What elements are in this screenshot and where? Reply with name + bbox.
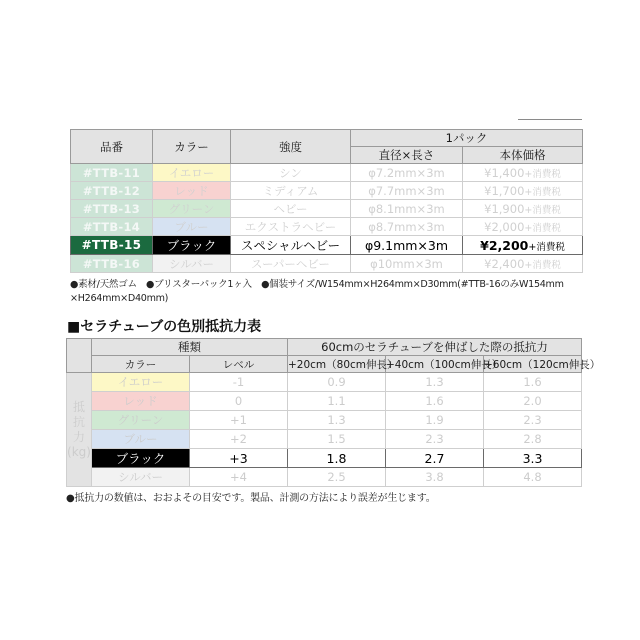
product-row [71, 164, 583, 182]
product-code: #TTB-11 [71, 164, 153, 182]
resistance-value-20cm: 2.5 [288, 468, 386, 487]
col-header-code: 品番 [71, 130, 153, 164]
top-rule [518, 119, 582, 120]
resistance-color: イエロー [92, 373, 190, 392]
resistance-value-60cm: 3.3 [484, 449, 582, 468]
product-note-line-1: ●素材/天然ゴム ●ブリスターパック1ヶ入 ●個装サイズ/W154mm×H264mm×D30mm(#TTB-16のみW154mm [70, 279, 564, 290]
product-note-line-2: ×H264mm×D40mm) [70, 292, 169, 304]
product-size: φ8.1mm×3m [351, 200, 463, 218]
product-color: イエロー [153, 164, 231, 182]
resistance-level: +3 [190, 449, 288, 468]
resistance-row [67, 411, 582, 430]
col-header-strength: 強度 [231, 130, 351, 164]
product-strength: シン [231, 164, 351, 182]
price-value: ¥1,400 [484, 165, 525, 180]
product-strength: スペシャルヘビー [231, 236, 351, 255]
resistance-value-40cm: 1.3 [386, 373, 484, 392]
resistance-value-20cm: 1.3 [288, 411, 386, 430]
side-label-char: 抵 [72, 399, 85, 414]
resistance-color: ブラック [92, 449, 190, 468]
col-header-res-color: カラー [92, 356, 190, 373]
resistance-level: 0 [190, 392, 288, 411]
product-table [70, 129, 583, 273]
product-row [71, 200, 583, 218]
product-price [463, 200, 583, 218]
product-code: #TTB-16 [71, 255, 153, 273]
product-row [71, 218, 583, 236]
resistance-color: レッド [92, 392, 190, 411]
resistance-footnote: ●抵抗力の数値は、おおよその目安です。製品、計測の方法により誤差が生じます。 [66, 493, 436, 504]
resistance-value-40cm: 1.6 [386, 392, 484, 411]
price-tax: +消費税 [528, 241, 565, 253]
resistance-side-label [67, 373, 92, 487]
resistance-level: +2 [190, 430, 288, 449]
resistance-color: シルバー [92, 468, 190, 487]
resistance-section-title: ■セラチューブの色別抵抗力表 [67, 319, 262, 335]
resistance-color: ブルー [92, 430, 190, 449]
resistance-value-60cm: 1.6 [484, 373, 582, 392]
product-color: ブルー [153, 218, 231, 236]
product-strength: エクストラヘビー [231, 218, 351, 236]
product-price [463, 255, 583, 273]
resistance-table [66, 338, 601, 487]
product-size: φ10mm×3m [351, 255, 463, 273]
col-header-price: 本体価格 [463, 147, 583, 164]
resistance-value-40cm: 2.3 [386, 430, 484, 449]
product-row [71, 182, 583, 200]
side-label-char: 力 [72, 429, 85, 444]
product-notes [70, 278, 590, 305]
product-price [463, 164, 583, 182]
resistance-value-60cm: 2.0 [484, 392, 582, 411]
col-header-resistance: 60cmのセラチューブを伸ばした際の抵抗力 [288, 339, 582, 356]
price-tax: +消費税 [524, 204, 561, 216]
resistance-level: -1 [190, 373, 288, 392]
col-header-color: カラー [153, 130, 231, 164]
resistance-value-60cm: 2.8 [484, 430, 582, 449]
resistance-value-60cm: 2.3 [484, 411, 582, 430]
price-tax: +消費税 [524, 259, 561, 271]
resistance-color: グリーン [92, 411, 190, 430]
resistance-level: +4 [190, 468, 288, 487]
resistance-row [67, 468, 582, 487]
product-price [463, 182, 583, 200]
product-strength: スーパーヘビー [231, 255, 351, 273]
resistance-value-20cm: 0.9 [288, 373, 386, 392]
col-header-kind: 種類 [92, 339, 288, 356]
product-color: ブラック [153, 236, 231, 255]
price-value: ¥2,200 [480, 237, 529, 253]
resistance-value-60cm: 4.8 [484, 468, 582, 487]
resistance-value-40cm: 3.8 [386, 468, 484, 487]
product-code: #TTB-13 [71, 200, 153, 218]
resistance-row [67, 373, 582, 392]
product-code: #TTB-12 [71, 182, 153, 200]
price-tax: +消費税 [524, 186, 561, 198]
side-header-blank [67, 339, 92, 373]
product-row [71, 255, 583, 273]
col-header-pack: 1パック [351, 130, 583, 147]
resistance-value-20cm: 1.8 [288, 449, 386, 468]
resistance-value-20cm: 1.5 [288, 430, 386, 449]
product-strength: ミディアム [231, 182, 351, 200]
resistance-row [67, 430, 582, 449]
product-color: グリーン [153, 200, 231, 218]
resistance-level: +1 [190, 411, 288, 430]
col-header-60cm: +60cm（120cm伸長） [484, 356, 582, 373]
resistance-row [67, 392, 582, 411]
product-code: #TTB-15 [71, 236, 153, 255]
product-code: #TTB-14 [71, 218, 153, 236]
price-value: ¥1,700 [484, 183, 525, 198]
product-color: レッド [153, 182, 231, 200]
resistance-row [67, 449, 582, 468]
resistance-value-20cm: 1.1 [288, 392, 386, 411]
col-header-20cm: +20cm（80cm伸長） [288, 356, 386, 373]
product-size: φ8.7mm×3m [351, 218, 463, 236]
product-strength: ヘビー [231, 200, 351, 218]
price-value: ¥1,900 [484, 201, 525, 216]
product-row [71, 236, 583, 255]
product-color: シルバー [153, 255, 231, 273]
resistance-rows [67, 373, 582, 487]
price-value: ¥2,400 [484, 256, 525, 271]
price-value: ¥2,000 [484, 219, 525, 234]
col-header-size: 直径×長さ [351, 147, 463, 164]
price-tax: +消費税 [524, 168, 561, 180]
side-label-char: 抗 [72, 414, 85, 429]
col-header-level: レベル [190, 356, 288, 373]
resistance-value-40cm: 1.9 [386, 411, 484, 430]
product-size: φ7.2mm×3m [351, 164, 463, 182]
price-tax: +消費税 [524, 222, 561, 234]
product-rows [71, 164, 583, 273]
resistance-value-40cm: 2.7 [386, 449, 484, 468]
col-header-40cm: +40cm（100cm伸長） [386, 356, 484, 373]
product-size: φ9.1mm×3m [351, 236, 463, 255]
side-label-char: (kg) [67, 444, 91, 459]
product-size: φ7.7mm×3m [351, 182, 463, 200]
product-price [463, 218, 583, 236]
product-price [463, 236, 583, 255]
